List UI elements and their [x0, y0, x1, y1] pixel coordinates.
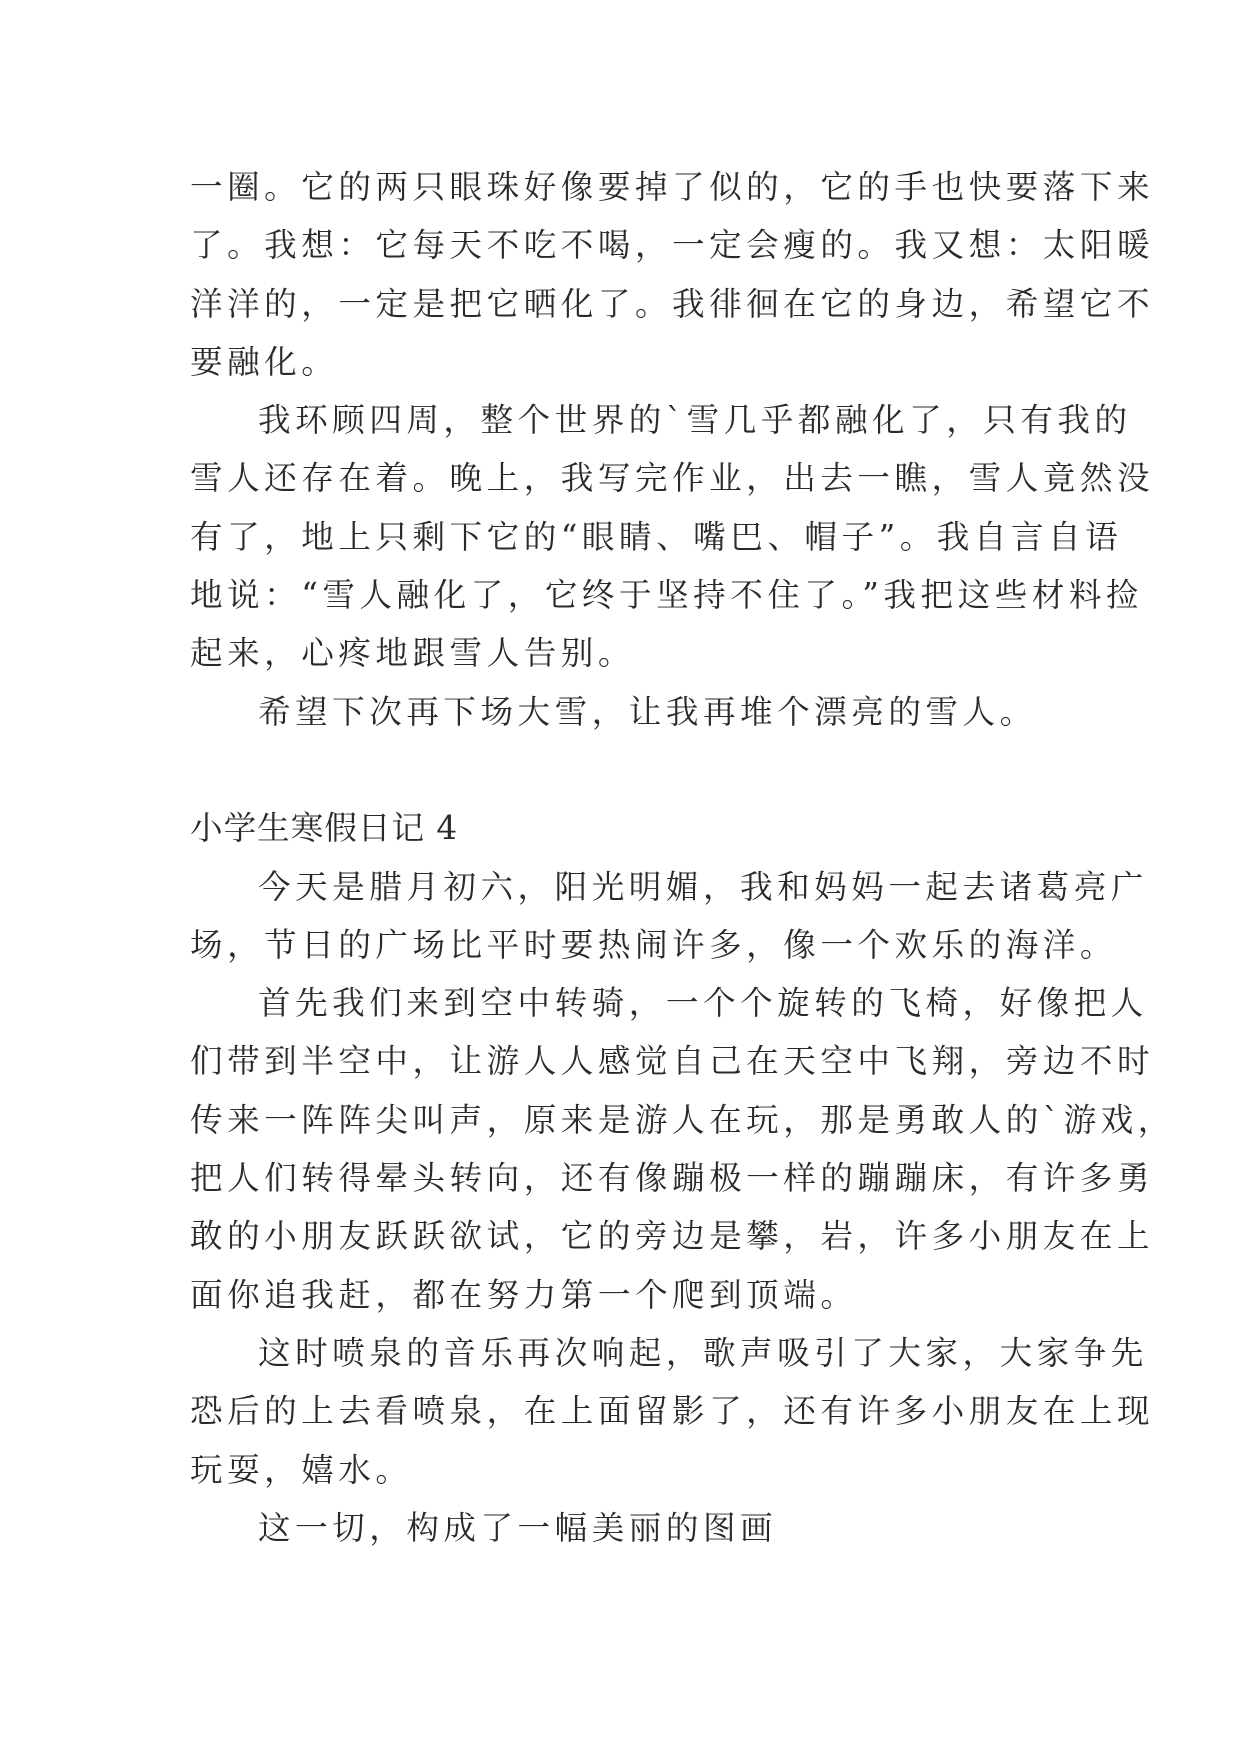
paragraph-first-line: 这一切，构成了一幅美丽的图画	[258, 1508, 778, 1547]
paragraph-first-line: 我环顾四周，整个世界的`雪几乎都融化了，只有我的	[258, 401, 1132, 440]
paragraph-first-line: 这时喷泉的音乐再次响起，歌声吸引了大家，大家争先	[258, 1333, 1148, 1372]
section-heading: 小学生寒假日记 4	[190, 809, 459, 848]
text-line: 场，节日的广场比平时要热闹许多，像一个欢乐的海洋。	[190, 925, 1117, 964]
paragraph-first-line: 今天是腊月初六，阳光明媚，我和妈妈一起去诸葛亮广	[258, 867, 1148, 906]
text-line: 有了，地上只剩下它的“眼睛、嘴巴、帽子”。我自言自语	[190, 517, 1123, 556]
text-line: 敢的小朋友跃跃欲试，它的旁边是攀，岩，许多小朋友在上	[190, 1217, 1155, 1256]
text-line: 们带到半空中，让游人人感觉自己在天空中飞翔，旁边不时	[190, 1042, 1155, 1081]
text-line: 传来一阵阵尖叫声，原来是游人在玩，那是勇敢人的`游戏，	[190, 1100, 1175, 1139]
text-line: 洋洋的，一定是把它晒化了。我徘徊在它的身边，希望它不	[190, 284, 1155, 323]
document-body	[190, 158, 1175, 1557]
section-spacer	[190, 741, 1050, 799]
text-line: 起来，心疼地跟雪人告别。	[190, 634, 635, 673]
text-line: 一圈。它的两只眼珠好像要掉了似的，它的手也快要落下来	[190, 168, 1155, 206]
text-line: 恐后的上去看喷泉，在上面留影了，还有许多小朋友在上现	[190, 1392, 1155, 1431]
text-line: 玩耍，嬉水。	[190, 1450, 413, 1489]
text-line: 了。我想：它每天不吃不喝，一定会瘦的。我又想：太阳暖	[190, 226, 1155, 265]
text-line: 地说：“雪人融化了，它终于坚持不住了。”我把这些材料捡	[190, 576, 1143, 615]
text-line: 面你追我赶，都在努力第一个爬到顶端。	[190, 1275, 858, 1314]
text-line: 雪人还存在着。晚上，我写完作业，出去一瞧，雪人竟然没	[190, 459, 1155, 498]
text-line: 把人们转得晕头转向，还有像蹦极一样的蹦蹦床，有许多勇	[190, 1159, 1155, 1198]
paragraph-first-line: 希望下次再下场大雪，让我再堆个漂亮的雪人。	[258, 692, 1037, 731]
paragraph-first-line: 首先我们来到空中转骑，一个个旋转的飞椅，好像把人	[258, 984, 1148, 1023]
text-line: 要融化。	[190, 342, 339, 381]
